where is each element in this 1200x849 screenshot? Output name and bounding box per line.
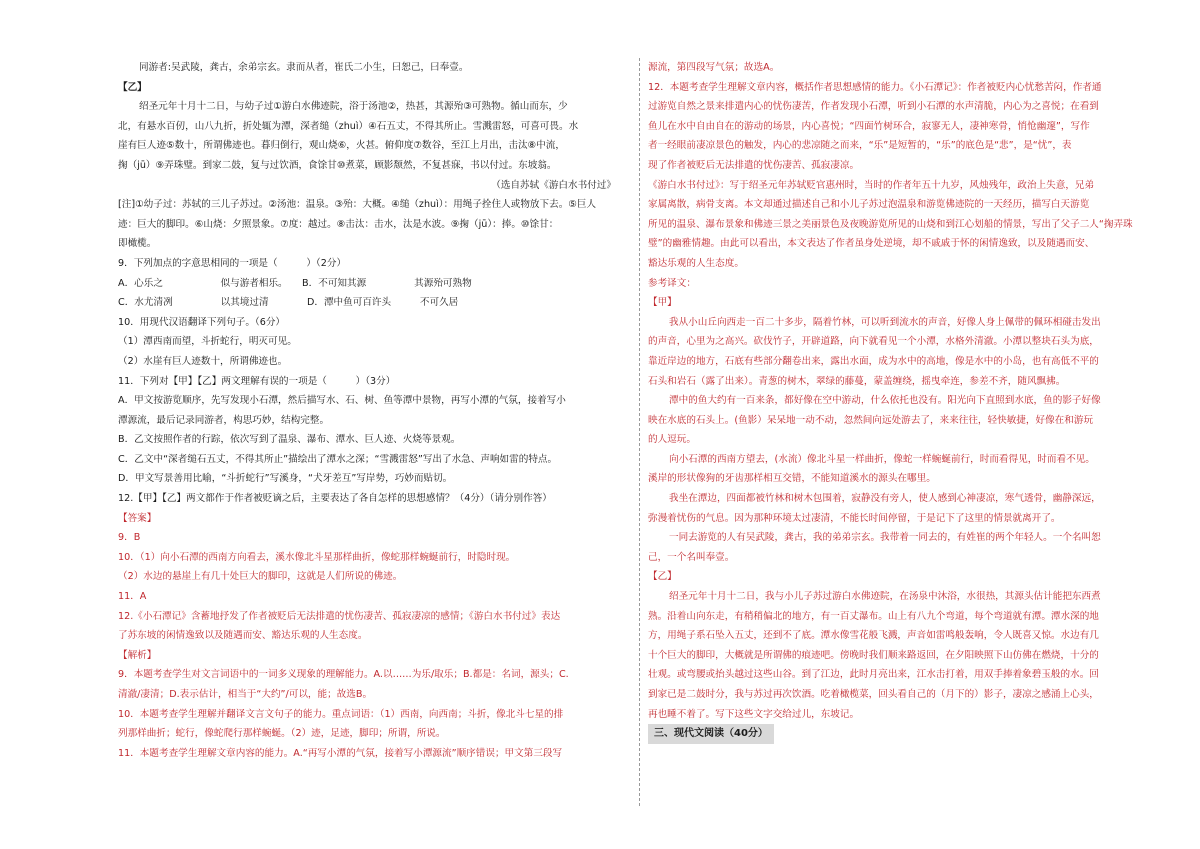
right-line: 者一经眼前凄凉景色的触发，内心的悲凉随之而来，“乐”是短暂的，“乐”的底色是“悲”，是“忧”，表: [648, 140, 1072, 152]
left-line: [注]①幼子过：苏轼的三儿子苏过。②汤池：温泉。③殆：大概。④缒（zhuì）：用绳子拴住人或物放下去。⑤巨人: [118, 199, 597, 211]
left-column: [118, 58, 630, 763]
right-lines: [648, 58, 1148, 724]
right-column: [648, 58, 1148, 744]
left-line: 列那样曲折；蛇行，像蛇爬行那样蜿蜒。（2）迹，足迹，脚印；所谓，所说。: [118, 728, 446, 740]
right-line: 参考译文：: [648, 277, 696, 289]
right-line: 我坐在潭边，四面都被竹林和树木包围着，寂静没有旁人，使人感到心神凄凉，寒气透骨，幽静深远，: [669, 493, 1101, 505]
right-line: 的人逗玩。: [648, 434, 696, 446]
left-line: 10．本题考查学生理解并翻译文言文句子的能力。重点词语：（1）西南，向西南；斗折，像北斗七星的排: [118, 708, 564, 720]
left-line: C．水尤清冽 以其境过清 D．潭中鱼可百许头 不可久居: [118, 297, 459, 309]
left-line: （2）水崖有巨人迹数十，所谓佛迹也。: [118, 355, 288, 367]
right-line: 璧”的幽雅情趣。由此可以看出，本文表达了作者虽身处逆境，却不戚戚于怀的闲情逸致，以及随遇而安、: [648, 238, 1095, 250]
right-line: 【甲】: [648, 297, 677, 309]
left-line: D．甲文写景善用比喻，“斗折蛇行”写溪身，“犬牙差互”写岸势，巧妙而贴切。: [118, 473, 453, 485]
right-line: 一同去游览的人有吴武陵，龚古，我的弟弟宗玄。我带着一同去的，有姓崔的两个年轻人。一个名叫恕: [669, 532, 1101, 544]
section-heading: 三、现代文阅读（40分）: [648, 724, 774, 744]
left-line: 10．用现代汉语翻译下列句子。（6分）: [118, 316, 286, 328]
left-line: 了苏东坡的闲情逸致以及随遇而安、豁达乐观的人生态度。: [118, 630, 368, 642]
right-line: 己，一个名叫奉壹。: [648, 551, 735, 563]
right-line: 的声音，心里为之高兴。砍伐竹子，开辟道路，向下就看见一个小潭，水格外清澈。小潭以整块石头为底，: [648, 336, 1099, 348]
left-line: C．乙文中“深者缒石五丈，不得其所止”描绘出了潭水之深；“雪溅雷怒”写出了水急、声响如雷的特点。: [118, 453, 558, 465]
right-line: 到家已是二鼓时分，我与苏过再次饮酒。吃着橄榄菜，回头看自己的（月下的）影子，凄凉之感涌上心头，: [648, 689, 1099, 700]
left-line: 【答案】: [118, 512, 157, 524]
left-line: 11．下列对【甲】【乙】两文理解有误的一项是（ ）（3分）: [118, 375, 396, 387]
left-line: （2）水边的悬崖上有几十处巨大的脚印，这就是人们所说的佛迹。: [118, 571, 403, 583]
right-line: 豁达乐观的人生态度。: [648, 257, 744, 269]
left-line: A．心乐之 似与游者相乐。 B．不可知其源 其源殆可熟物: [118, 277, 472, 289]
right-line: 过游览自然之景来排遣内心的忧伤凄苦，作者发现小石潭，听到小石潭的水声清脆，内心为之喜悦；在看到: [648, 101, 1099, 113]
right-line: 方，用绳子系石坠入五丈，还到不了底。潭水像雪花般飞溅，声音如雷鸣般轰响，令人既喜又惊。水边有几: [648, 630, 1099, 642]
right-line: 12．本题考查学生理解文章内容，概括作者思想感情的能力。《小石潭记》：作者被贬内心忧愁苦闷，作者通: [648, 81, 1102, 93]
right-line: 潭中的鱼大约有一百来条，都好像在空中游动，什么依托也没有。阳光向下直照到水底，鱼的影子好像: [669, 395, 1101, 407]
left-line: 北，有悬水百仞，山八九折，折处辄为潭，深者缒（zhuì）④石五丈，不得其所止。雪溅雷怒，可喜可畏。水: [118, 120, 579, 132]
left-line: 清澈/凄清；D.表示估计，相当于“大约”/可以，能；故选B。: [118, 689, 373, 700]
left-line: 11．本题考查学生理解文章内容的能力。A.“再写小潭的气氛，接着写小潭源流”顺序错误；甲文第三段写: [118, 747, 563, 759]
left-line: 【乙】: [118, 81, 147, 93]
right-line: 十个巨大的脚印，大概就是所谓佛的痕迹吧。傍晚时我们顺来路返回，在夕阳映照下山仿佛在燃烧，十分的: [648, 649, 1099, 661]
right-line: 壮观。或弯腰或抬头越过这些山谷。到了江边，此时月亮出来，江水击打着，用双手捧着象碧玉般的水。回: [648, 669, 1099, 681]
left-line: 崖有巨人迹⑤数十，所谓佛迹也。暮归倒行，观山烧⑥，火甚。俯仰度⑦数谷，至江上月出，击汰⑧中流，: [118, 140, 565, 152]
left-line: B．乙文按照作者的行踪，依次写到了温泉、瀑布、潭水、巨人迹、火烧等景观。: [118, 434, 461, 446]
right-line: 溪岸的形状像狗的牙齿那样相互交错，不能知道溪水的源头在哪里。: [648, 473, 936, 485]
right-line: 绍圣元年十月十二日，我与小儿子苏过游白水佛迹院，在汤泉中沐浴，水很热，其源头估计能把东西煮: [669, 591, 1101, 603]
right-line: 所见的温泉、瀑布景象和佛迹三景之美丽景色及夜晚游览所见的山烧和到江心划船的情景，写出了父子二人“掬弄珠: [648, 218, 1133, 230]
right-line: 我从小山丘向西走一百二十多步，隔着竹林，可以听到流水的声音，好像人身上佩带的佩环相碰击发出: [669, 316, 1101, 328]
right-line: 鱼儿在水中自由自在的游动的场景，内心喜悦；“四面竹树环合，寂寥无人，凄神寒骨，悄怆幽邃”，写作: [648, 120, 1090, 132]
right-line: 再也睡不着了。写下这些文字交给过儿，东坡记。: [648, 708, 860, 720]
left-line: 9．下列加点的字意思相同的一项是（ ）（2分）: [118, 257, 347, 269]
left-line: 【解析】: [118, 649, 157, 661]
right-line: 现了作者被贬后无法排遣的忧伤凄苦、孤寂凄凉。: [648, 159, 860, 171]
left-line: A．甲文按游览顺序，先写发现小石潭，然后描写水、石、树、鱼等潭中景物，再写小潭的气氛，接着写小: [118, 395, 566, 407]
left-line: 9．B: [118, 532, 141, 544]
right-line: 映在水底的石头上。(鱼影）呆呆地一动不动，忽然间向远处游去了，来来往往，轻快敏捷，好像在和游玩: [648, 414, 1094, 426]
right-line: 家属离散，病骨支离。本文却通过描述自己和小儿子苏过泡温泉和游览佛迹院的一天经历，描写白天游览: [648, 199, 1090, 211]
left-line: （选自苏轼《游白水书付过》: [491, 179, 616, 191]
right-line: 【乙】: [648, 571, 677, 583]
left-line: 掬（jū）⑨弄珠璧。到家二鼓，复与过饮酒，食馀甘⑩煮菜，顾影颓然，不复甚寐，书以付过。东坡翁。: [118, 159, 557, 171]
left-line: 11．A: [118, 591, 147, 603]
right-line: 熟。沿着山向东走，有稍稍偏北的地方，有一百丈瀑布。山上有八九个弯道，每个弯道就有潭。潭水深的地: [648, 610, 1099, 622]
left-line: 12.《小石潭记》含蓄地抒发了作者被贬后无法排遣的忧伤凄苦、孤寂凄凉的感情；《游白水书付过》表达: [118, 610, 561, 622]
right-line: 《游白水书付过》：写于绍圣元年苏轼贬官惠州时，当时的作者年五十九岁，风烛残年，政治上失意，兄弟: [648, 179, 1095, 191]
right-line: 源流，第四段写气氛；故选A。: [648, 62, 780, 73]
column-divider: [639, 58, 640, 806]
left-line: 绍圣元年十月十二日，与幼子过①游白水佛迹院，浴于汤池②，热甚，其源殆③可熟物。循山而东，少: [139, 101, 568, 113]
left-line: 12.【甲】【乙】两文都作于作者被贬谪之后，主要表达了各自怎样的思想感情？（4分）（请分别作答）: [118, 493, 552, 505]
section-heading-row: [648, 724, 1148, 744]
left-line: 潭源流，最后记录同游者，构思巧妙，结构完整。: [118, 414, 330, 426]
right-line: 向小石潭的西南方望去，(水流）像北斗星一样曲折，像蛇一样蜿蜒前行，时而看得见，时而看不见。: [669, 453, 1095, 465]
left-line: 同游者:吴武陵，龚古，余弟宗玄。隶而从者，崔氏二小生，曰恕己，曰奉壹。: [139, 62, 469, 73]
right-line: 靠近岸边的地方，石底有些部分翻卷出来，露出水面，成为水中的高地，像是水中的小岛，也有高低不平的: [648, 355, 1099, 367]
left-line: 10．（1）向小石潭的西南方向看去，溪水像北斗星那样曲折，像蛇那样蜿蜒前行，时隐时现。: [118, 551, 516, 563]
left-line: 9．本题考查学生对文言词语中的一词多义现象的理解能力。A.以……为乐/取乐；B.都是：名词，源头；C.: [118, 669, 569, 681]
left-line: （1）潭西南而望，斗折蛇行，明灭可见。: [118, 336, 297, 348]
left-line: 即橄榄。: [118, 238, 157, 250]
right-line: 弥漫着忧伤的气息。因为那种环境太过凄清，不能长时间停留，于是记下了这里的情景就离开了。: [648, 512, 1061, 524]
left-line: 迹：巨大的脚印。⑥山烧：夕照景象。⑦度：越过。⑧击汰：击水，汰是水波。⑨掬（jū）：捧。⑩馀甘：: [118, 218, 559, 230]
right-line: 石头和岩石（露了出来）。青葱的树木，翠绿的藤蔓，蒙盖缠绕，摇曳牵连，参差不齐，随风飘拂。: [648, 375, 1066, 387]
